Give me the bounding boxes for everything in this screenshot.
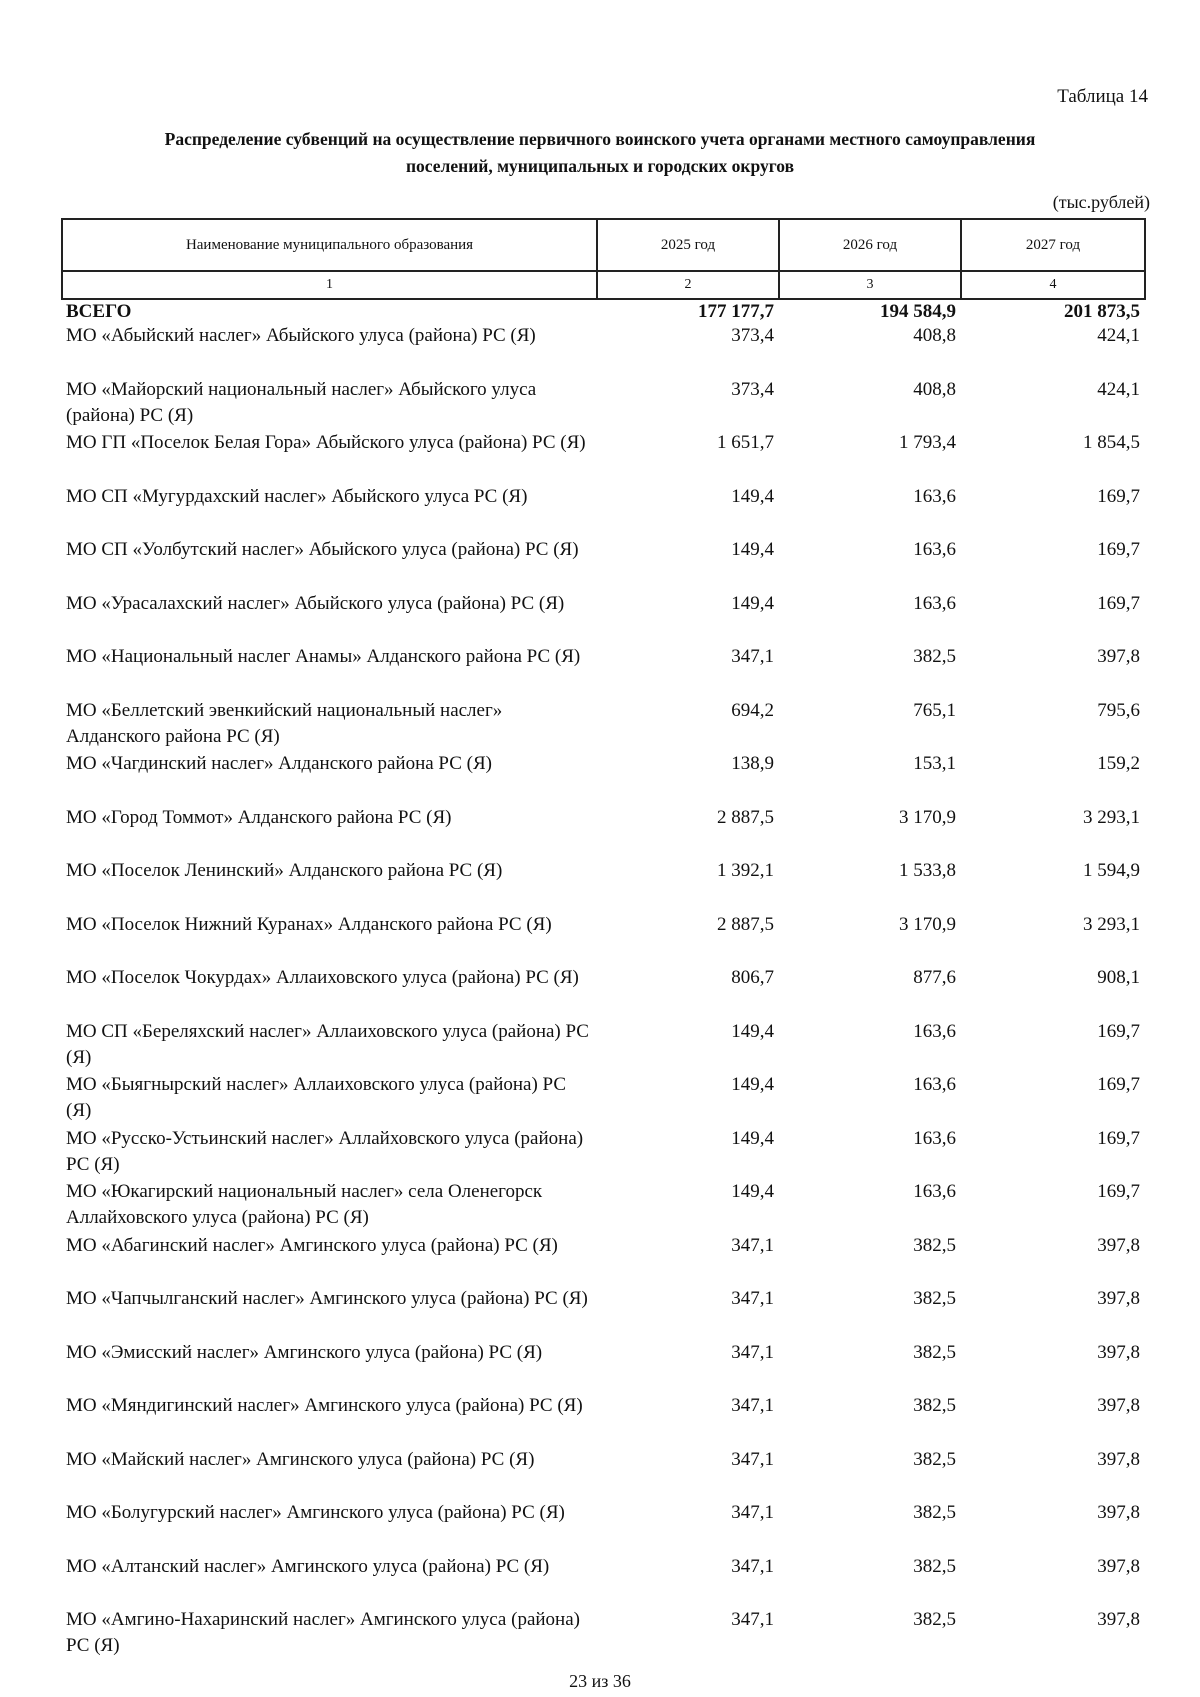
table-number: Таблица 14 [1057,86,1148,107]
row-value-2027: 1 594,9 [1083,860,1140,881]
header-2027: 2027 год [961,219,1145,271]
row-name: МО «Болугурский наслег» Амгинского улуса (района) РС (Я) [66,1502,565,1523]
row-value-2026: 382,5 [913,1609,956,1630]
row-name: МО «Абыйский наслег» Абыйского улуса (района) РС (Я) [66,325,536,346]
row-value-2027: 397,8 [1097,1341,1140,1363]
table-row [62,644,1145,698]
row-value-2026: 163,6 [913,1020,956,1042]
total-row [62,299,1145,323]
row-value-2025: 347,1 [731,1448,774,1470]
total-2027: 201 873,5 [1064,301,1140,322]
row-value-2026: 153,1 [913,753,956,774]
row-value-2027: 908,1 [1097,967,1140,988]
row-value-2027: 397,8 [1097,1448,1140,1470]
row-value-2026: 163,6 [913,539,956,560]
table-row [62,1607,1145,1661]
row-value-2025: 347,1 [731,1288,774,1309]
column-number-2: 2 [597,271,779,299]
row-value-2025: 149,4 [731,592,774,614]
row-name: МО «Эмисский наслег» Амгинского улуса (района) РС (Я) [66,1341,543,1363]
row-value-2026: 163,6 [913,1074,956,1095]
row-value-2026: 382,5 [913,1502,956,1523]
row-value-2027: 795,6 [1097,699,1140,721]
row-value-2027: 424,1 [1097,378,1140,400]
row-value-2027: 3 293,1 [1083,913,1140,935]
row-name: МО «Урасалахский наслег» Абыйского улуса (района) РС (Я) [66,592,565,614]
row-name: МО «Чапчылганский наслег» Амгинского улуса (района) РС (Я) [66,1288,588,1309]
row-value-2025: 1 651,7 [717,432,774,453]
row-value-2027: 169,7 [1097,485,1140,507]
table-row [62,537,1145,591]
row-name: МО «Абагинский наслег» Амгинского улуса (района) РС (Я) [66,1234,558,1256]
table-row [62,912,1145,966]
row-name: МО «Алтанский наслег» Амгинского улуса (района) РС (Я) [66,1555,550,1577]
subvention-table [61,218,1146,1661]
document-title [60,126,1140,180]
table-row [62,1019,1145,1073]
row-value-2027: 397,8 [1097,1288,1140,1309]
total-2025: 177 177,7 [698,301,774,322]
table-row [62,1447,1145,1501]
total-2026: 194 584,9 [880,301,956,322]
row-value-2027: 397,8 [1097,1395,1140,1416]
row-value-2027: 169,7 [1097,539,1140,560]
row-name: МО ГП «Поселок Белая Гора» Абыйского улуса (района) РС (Я) [66,432,586,453]
header-2025: 2025 год [597,219,779,271]
row-value-2027: 397,8 [1097,646,1140,667]
row-value-2027: 424,1 [1097,325,1140,346]
row-value-2025: 2 887,5 [717,806,774,828]
units-label: (тыс.рублей) [1052,192,1150,212]
row-value-2025: 149,4 [731,485,774,507]
table-row [62,1500,1145,1554]
row-name: МО «Национальный наслег Анамы» Алданского района РС (Я) [66,646,581,667]
row-value-2025: 149,4 [731,1074,774,1095]
row-name: МО «Юкагирский национальный наслег» села Оленегорск Аллайховского улуса (района) РС (Я) [66,1181,543,1228]
row-value-2025: 149,4 [731,1020,774,1042]
row-name: МО «Русско-Устьинский наслег» Аллайховского улуса (района) РС (Я) [66,1127,584,1175]
table-header-row [62,219,1145,271]
table-row [62,1233,1145,1287]
row-name: МО СП «Мугурдахский наслег» Абыйского улуса РС (Я) [66,485,528,507]
table-row [62,1340,1145,1394]
total-label: ВСЕГО [66,301,132,322]
row-value-2027: 169,7 [1097,1020,1140,1042]
row-value-2027: 397,8 [1097,1555,1140,1577]
row-value-2025: 347,1 [731,1395,774,1416]
row-value-2025: 806,7 [731,967,774,988]
row-name: МО «Майский наслег» Амгинского улуса (района) РС (Я) [66,1448,535,1470]
row-value-2026: 163,6 [913,1127,956,1149]
table-row [62,1072,1145,1126]
title-line-2: поселений, муниципальных и городских округов [405,156,795,176]
title-line-1: Распределение субвенций на осуществление первичного воинского учета органами местного самоуправления [164,129,1036,149]
table-row [62,965,1145,1019]
row-value-2026: 877,6 [913,967,956,988]
table-row [62,484,1145,538]
row-value-2027: 1 854,5 [1083,432,1140,453]
row-name: МО СП «Береляхский наслег» Аллаиховского улуса (района) РС (Я) [66,1020,589,1068]
row-value-2025: 138,9 [731,753,774,774]
column-number-1: 1 [62,271,597,299]
row-name: МО «Майорский национальный наслег» Абыйского улуса (района) РС (Я) [66,378,537,426]
table-row [62,1554,1145,1608]
table-row [62,698,1145,752]
row-value-2025: 1 392,1 [717,860,774,881]
column-number-row [62,271,1145,299]
row-value-2025: 149,4 [731,1181,774,1202]
row-value-2026: 3 170,9 [899,913,956,935]
row-value-2025: 2 887,5 [717,913,774,935]
row-value-2025: 347,1 [731,1609,774,1630]
row-name: МО «Поселок Нижний Куранах» Алданского района РС (Я) [66,913,552,935]
table-row [62,1286,1145,1340]
row-value-2026: 382,5 [913,646,956,667]
row-name: МО «Беллетский эвенкийский национальный наслег» Алданского района РС (Я) [66,699,503,747]
row-name: МО «Поселок Ленинский» Алданского района РС (Я) [66,860,503,881]
row-value-2027: 169,7 [1097,1127,1140,1149]
row-value-2025: 373,4 [731,378,774,400]
column-number-4: 4 [961,271,1145,299]
table-row [62,1179,1145,1233]
column-number-3: 3 [779,271,961,299]
row-value-2026: 382,5 [913,1341,956,1363]
row-name: МО «Чагдинский наслег» Алданского района РС (Я) [66,753,492,774]
row-name: МО СП «Уолбутский наслег» Абыйского улуса (района) РС (Я) [66,539,579,560]
row-value-2027: 397,8 [1097,1234,1140,1256]
row-value-2025: 373,4 [731,325,774,346]
row-name: МО «Быягнырский наслег» Аллаиховского улуса (района) РС (Я) [66,1074,567,1121]
row-value-2027: 3 293,1 [1083,806,1140,828]
table-row [62,323,1145,377]
table-row [62,377,1145,431]
row-value-2027: 169,7 [1097,1074,1140,1095]
row-value-2025: 347,1 [731,1341,774,1363]
table-row [62,751,1145,805]
row-value-2025: 347,1 [731,1502,774,1523]
row-name: МО «Мяндигинский наслег» Амгинского улуса (района) РС (Я) [66,1395,583,1416]
table-row [62,858,1145,912]
row-value-2027: 169,7 [1097,1181,1140,1202]
table-row [62,430,1145,484]
row-value-2026: 163,6 [913,485,956,507]
row-value-2026: 163,6 [913,1181,956,1202]
row-value-2027: 397,8 [1097,1609,1140,1630]
row-value-2025: 347,1 [731,646,774,667]
table-row [62,591,1145,645]
row-name: МО «Город Томмот» Алданского района РС (Я) [66,806,452,828]
row-value-2026: 382,5 [913,1288,956,1309]
row-value-2026: 765,1 [913,699,956,721]
row-value-2026: 1 793,4 [899,432,956,453]
row-name: МО «Амгино-Нахаринский наслег» Амгинского улуса (района) РС (Я) [66,1609,580,1656]
header-name: Наименование муниципального образования [62,219,597,271]
row-value-2026: 408,8 [913,325,956,346]
row-value-2027: 169,7 [1097,592,1140,614]
row-name: МО «Поселок Чокурдах» Аллаиховского улуса (района) РС (Я) [66,967,579,988]
row-value-2025: 149,4 [731,1127,774,1149]
row-value-2026: 1 533,8 [899,860,956,881]
page-number: 23 из 36 [569,1671,631,1691]
table-row [62,1393,1145,1447]
row-value-2026: 408,8 [913,378,956,400]
row-value-2026: 163,6 [913,592,956,614]
row-value-2026: 3 170,9 [899,806,956,828]
row-value-2025: 347,1 [731,1234,774,1256]
table-row [62,1126,1145,1180]
row-value-2027: 397,8 [1097,1502,1140,1523]
row-value-2026: 382,5 [913,1234,956,1256]
row-value-2027: 159,2 [1097,753,1140,774]
row-value-2025: 694,2 [731,699,774,721]
row-value-2026: 382,5 [913,1555,956,1577]
row-value-2026: 382,5 [913,1395,956,1416]
row-value-2026: 382,5 [913,1448,956,1470]
row-value-2025: 149,4 [731,539,774,560]
header-2026: 2026 год [779,219,961,271]
row-value-2025: 347,1 [731,1555,774,1577]
table-row [62,805,1145,859]
